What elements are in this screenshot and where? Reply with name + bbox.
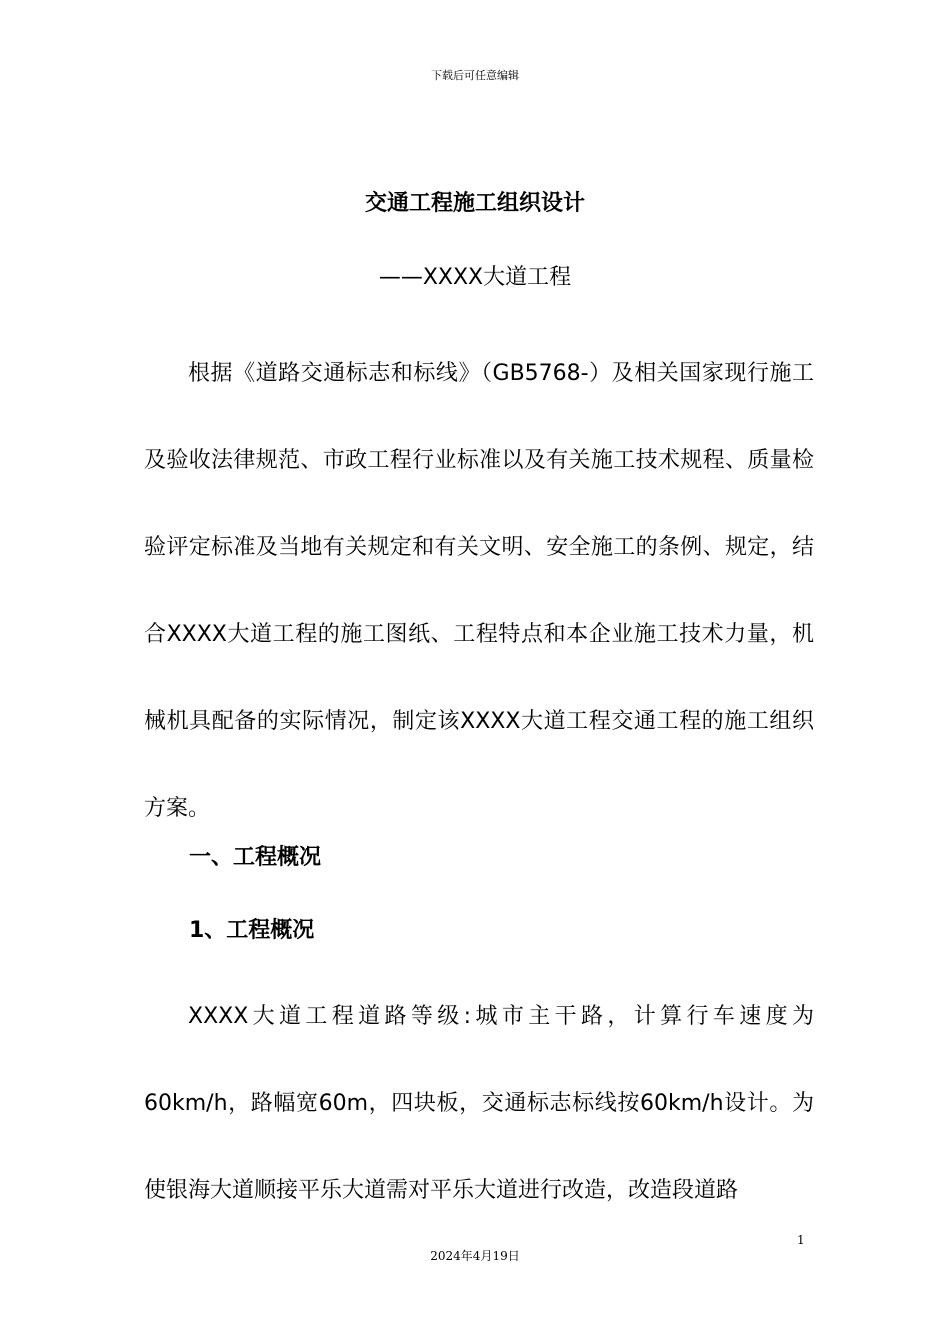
- document-subtitle: ——XXXX大道工程: [378, 265, 572, 290]
- section-heading: 一、工程概况: [189, 845, 322, 870]
- subsection-heading: 1、工程概况: [189, 918, 315, 943]
- intro-paragraph: 根据《道路交通标志和标线》（GB5768-）及相关国家现行施工及验收法律规范、市政工程行业标准以及有关施工技术规程、质量检验评定标准及当地有关规定和有关文明、安全施工的条例、规定，结合XXXX大道工程的施工图纸、工程特点和本企业施工技术力量，机械机具配备的实际情况，制定该XXXX大道工程交通工程的施工组织方案。: [144, 361, 814, 821]
- page-number: 1: [797, 1233, 805, 1247]
- document-title: 交通工程施工组织设计: [364, 191, 585, 216]
- footer-date: 2024年4月19日: [430, 1249, 520, 1263]
- overview-paragraph: XXXX大道工程道路等级:城市主干路，计算行车速度为60km/h，路幅宽60m，四块板，交通标志标线按60km/h设计。为使银海大道顺接平乐大道需对平乐大道进行改造，改造段道路: [144, 1004, 814, 1203]
- header-note: 下载后可任意编辑: [431, 69, 519, 82]
